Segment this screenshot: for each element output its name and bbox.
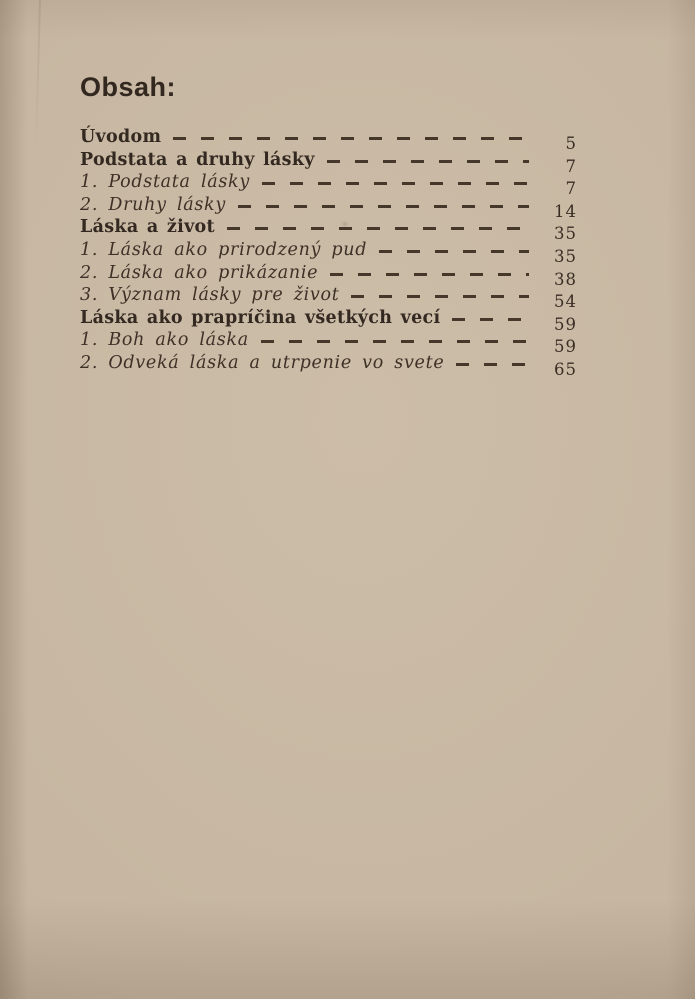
toc-page-number: 59 bbox=[554, 337, 577, 357]
toc-entry-label: 3. Význam lásky pre život bbox=[80, 285, 340, 306]
toc-page-number: 7 bbox=[565, 156, 577, 176]
table-of-contents bbox=[80, 126, 577, 379]
toc-entry bbox=[80, 239, 577, 266]
dash-leader bbox=[456, 352, 529, 375]
toc-entry-label: Podstata a druhy lásky bbox=[80, 149, 315, 170]
paper-crease bbox=[35, 0, 41, 150]
dash-leader bbox=[379, 239, 529, 262]
dash-leader bbox=[351, 284, 529, 307]
dash-leader bbox=[173, 126, 529, 149]
toc-page-number: 5 bbox=[565, 134, 577, 153]
toc-page-number: 59 bbox=[554, 314, 577, 334]
toc-entry-label: 1. Láska ako prirodzený pud bbox=[80, 239, 368, 260]
toc-entry-label: 2. Odveká láska a utrpenie vo svete bbox=[80, 352, 445, 373]
toc-entry-label: 2. Druhy lásky bbox=[80, 194, 226, 215]
toc-page-number: 14 bbox=[554, 201, 577, 221]
toc-entry bbox=[80, 149, 577, 176]
toc-page-number: 35 bbox=[554, 224, 577, 244]
contents-heading: Obsah: bbox=[80, 72, 177, 102]
toc-entry bbox=[80, 171, 577, 199]
dash-leader bbox=[227, 216, 529, 239]
toc-entry-label: 1. Podstata lásky bbox=[80, 172, 250, 193]
dash-leader bbox=[330, 262, 529, 285]
toc-entry bbox=[80, 307, 577, 334]
toc-entry bbox=[80, 194, 577, 221]
dash-leader bbox=[261, 329, 529, 352]
toc-page-number: 35 bbox=[554, 246, 577, 266]
toc-entry bbox=[80, 284, 577, 312]
toc-entry bbox=[80, 352, 577, 379]
toc-page-number: 65 bbox=[554, 359, 577, 379]
toc-entry-label: 1. Boh ako láska bbox=[80, 330, 249, 351]
dash-leader bbox=[327, 149, 529, 172]
toc-entry-label: Láska a život bbox=[80, 217, 215, 238]
dash-leader bbox=[452, 307, 529, 330]
toc-entry bbox=[80, 216, 577, 244]
toc-entry bbox=[80, 329, 577, 357]
toc-entry bbox=[80, 126, 577, 153]
toc-entry-label: Láska ako prapríčina všetkých vecí bbox=[80, 307, 441, 328]
toc-entry bbox=[80, 262, 577, 289]
toc-entry-label: 2. Láska ako prikázanie bbox=[80, 262, 319, 283]
dash-leader bbox=[262, 171, 529, 194]
toc-page-number: 38 bbox=[554, 269, 577, 289]
toc-entry-label: Úvodom bbox=[80, 127, 162, 147]
toc-page-number: 54 bbox=[554, 292, 577, 312]
dash-leader bbox=[238, 194, 529, 217]
toc-page-number: 7 bbox=[565, 179, 577, 199]
